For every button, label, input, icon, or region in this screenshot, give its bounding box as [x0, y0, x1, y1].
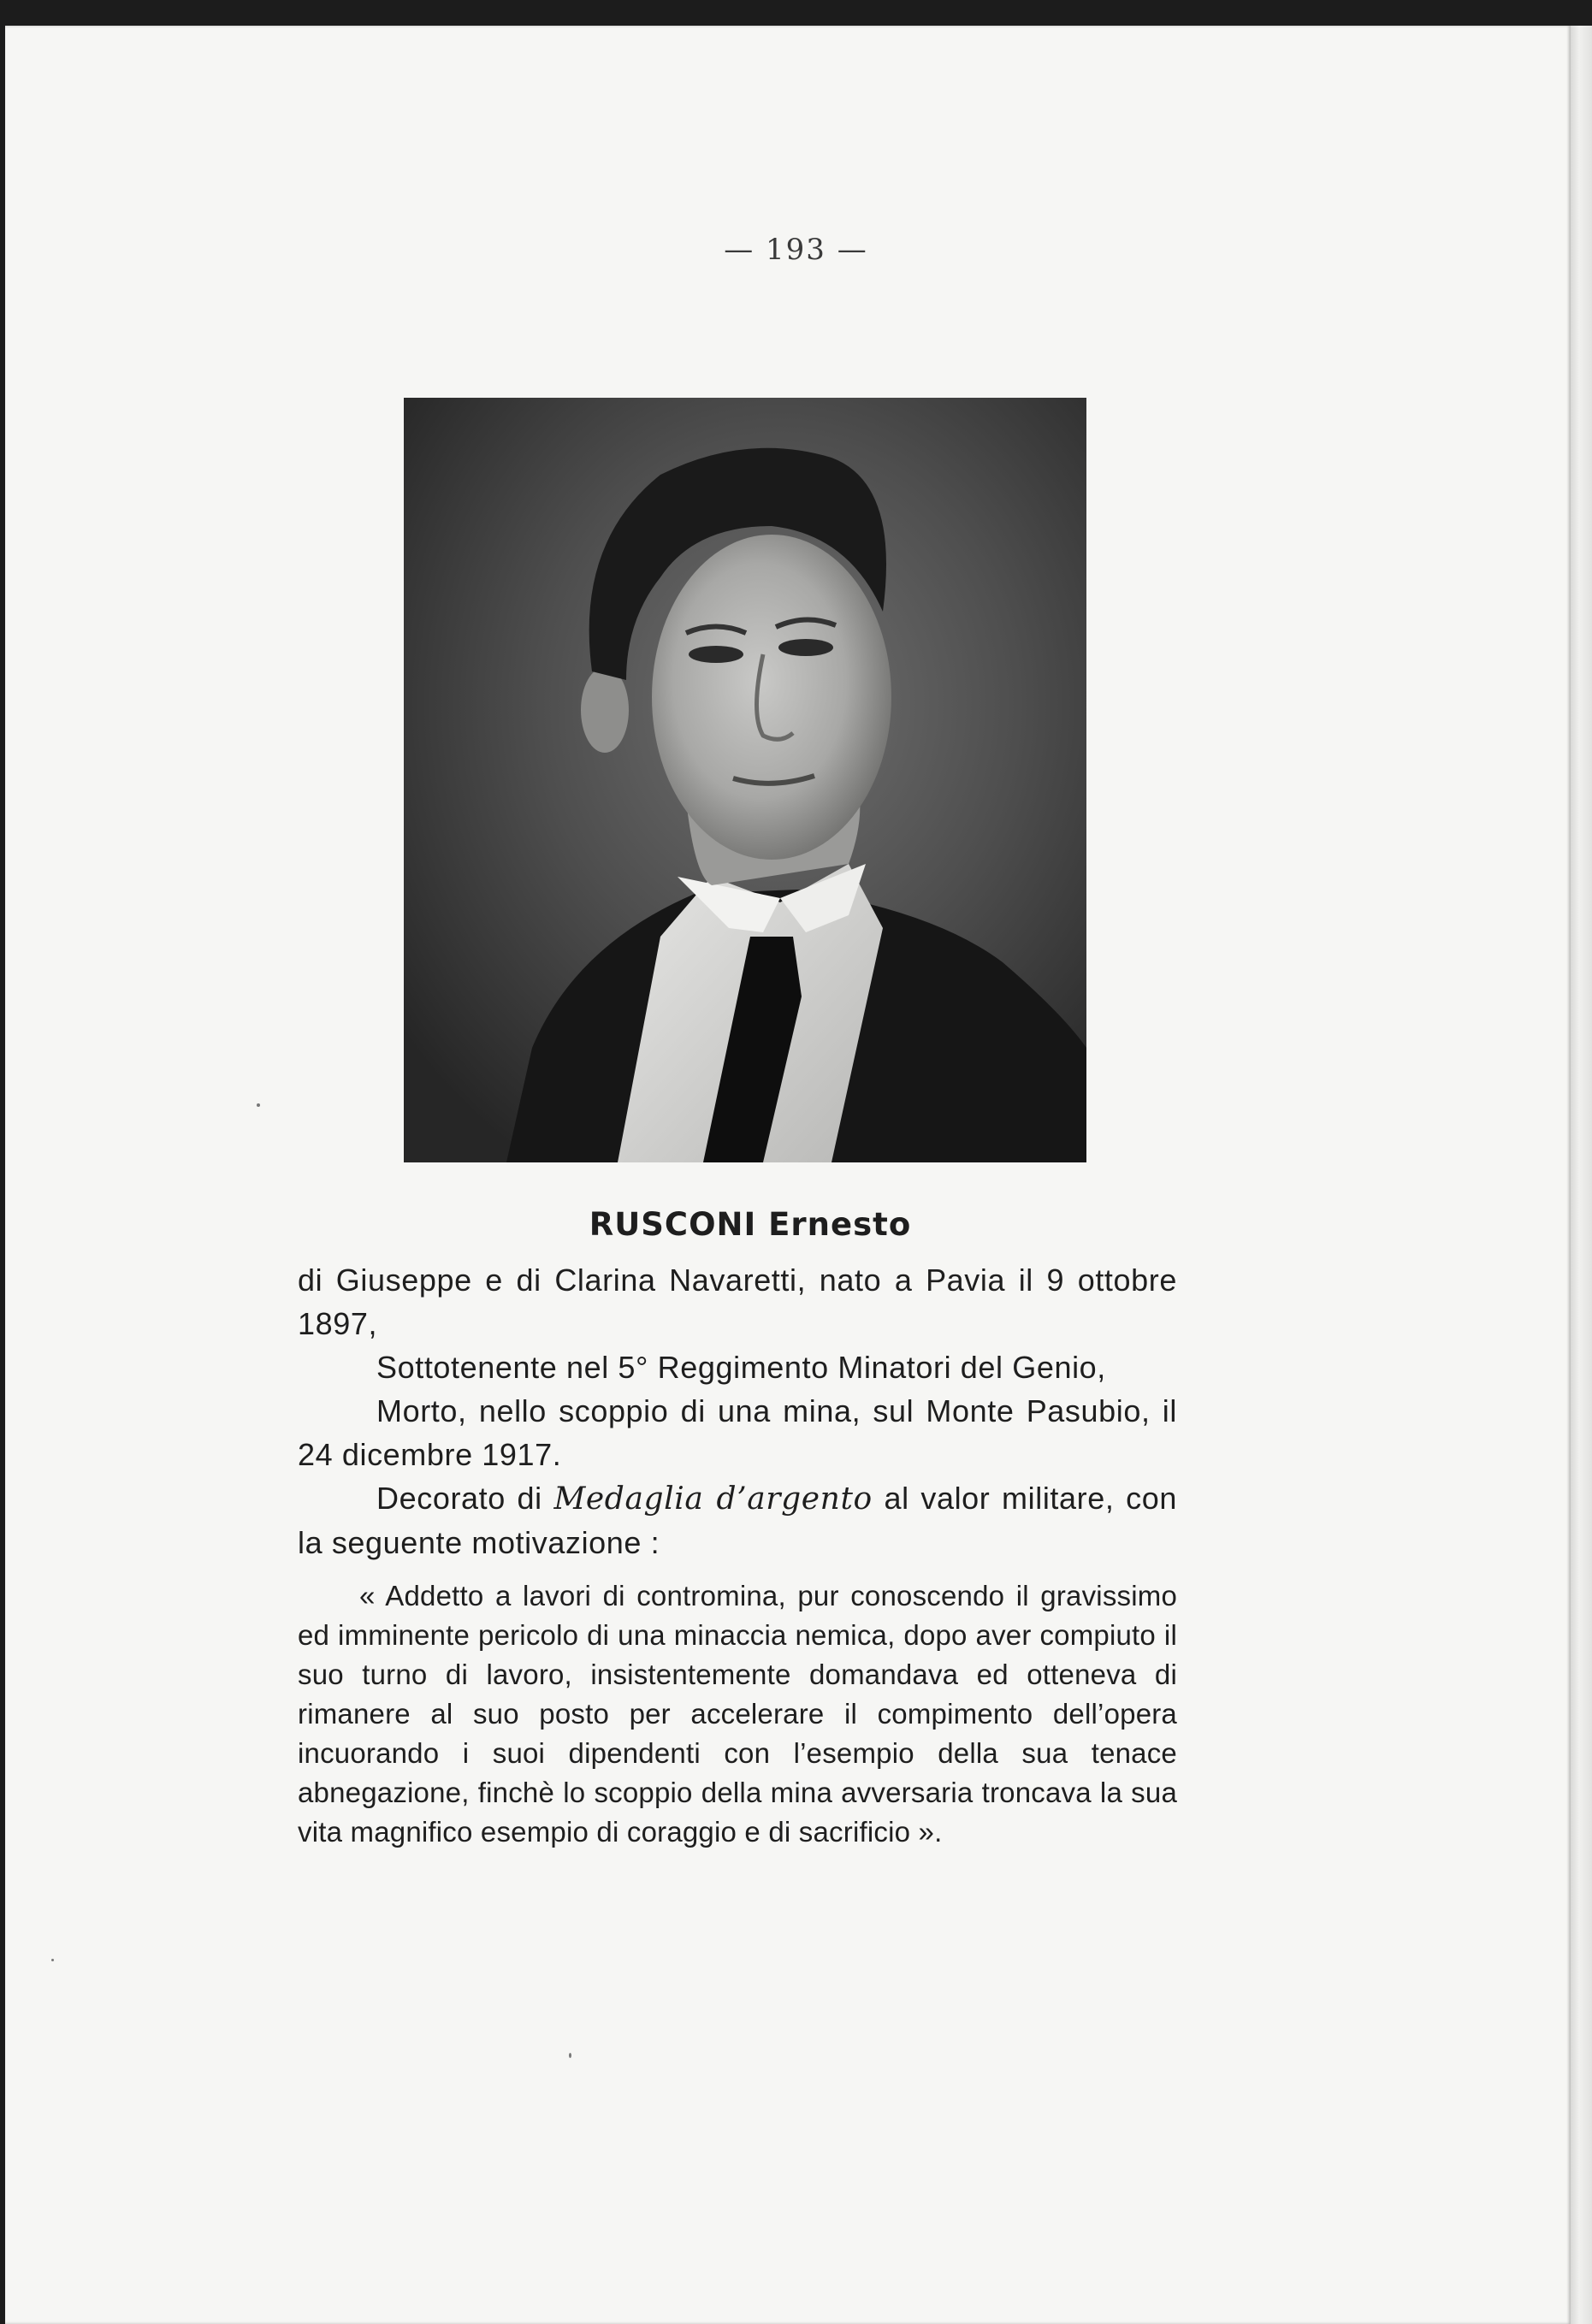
biography-text [298, 1206, 1177, 1852]
citation-text: « Addetto a lavori di contromina, pur conoscendo il gravissimo ed imminente pericolo di una minaccia nemica, dopo aver compiuto il suo turno di lavoro, insistentemente domandava ed otteneva di rimanere al suo posto per accelerare il compimento dell’opera incuorando i suoi dipendenti con l’esempio della sua tenace abnegazione, finchè lo scoppio della mina avversaria troncava la sua vita magnifico esempio di coraggio e di sacrificio ». [298, 1580, 1177, 1848]
decoration-prefix: Decorato di [376, 1481, 554, 1516]
portrait-eye-right [778, 639, 833, 656]
bio-birth-line: di Giuseppe e di Clarina Navaretti, nato a Pavia il 9 ottobre 1897, [298, 1263, 1177, 1341]
portrait-ear [581, 667, 629, 753]
portrait-photo [404, 398, 1086, 1162]
portrait-face [652, 535, 891, 860]
bio-death-line: Morto, nello scoppio di una mina, sul Monte Pasubio, il 24 dicembre 1917. [298, 1393, 1177, 1472]
medal-name: Medaglia d’argento [553, 1481, 873, 1517]
portrait-eye-left [689, 646, 743, 663]
bio-decoration-line [298, 1476, 1177, 1564]
page-edge-shadow [1571, 26, 1592, 2324]
paper-speck [257, 1103, 260, 1107]
paper-speck [569, 2053, 571, 2058]
portrait-illustration [404, 398, 1086, 1162]
bio-rank-line: Sottotenente nel 5° Reggimento Minatori del Genio, [376, 1350, 1106, 1385]
paper-speck [51, 1959, 54, 1961]
person-name-heading: RUSCONI Ernesto [589, 1206, 912, 1243]
page-number: — 193 — [724, 233, 868, 267]
decoration-suffix: al valor militare, con la seguente motivazione : [298, 1481, 1177, 1560]
book-page [5, 26, 1571, 2324]
